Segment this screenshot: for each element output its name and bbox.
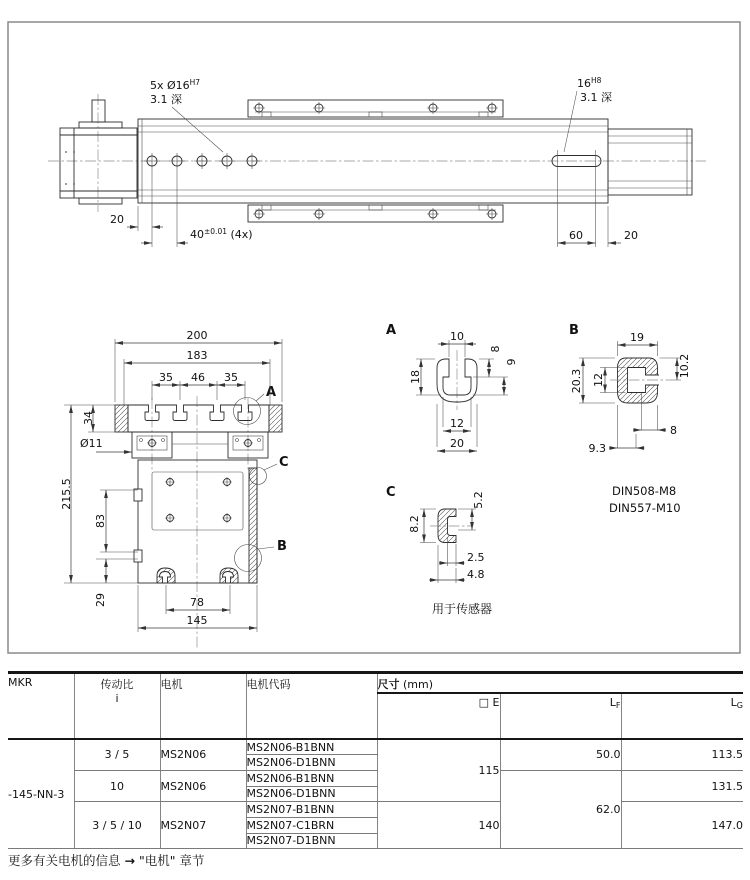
lf-value-cell: 62.0 — [500, 770, 621, 848]
motor-code-cell: MS2N06-D1BNN — [246, 786, 377, 802]
dim-width-outer: 200 — [186, 329, 208, 342]
dim-right-offset: 20 — [624, 229, 638, 242]
dim-bottom-height: 29 — [94, 593, 107, 607]
ratio-cell: 3 / 5 — [74, 739, 160, 770]
marker-a-label: A — [266, 385, 277, 400]
motor-block — [60, 100, 137, 204]
motor-code-cell: MS2N06-D1BNN — [246, 755, 377, 771]
detail-c-caption: 用于传感器 — [432, 602, 493, 616]
detail-b-dim-bottom-left: 9.3 — [588, 442, 606, 455]
detail-a-dim-depth2: 9 — [505, 358, 518, 366]
detail-a-drawing — [386, 323, 518, 451]
top-view-dimensions — [110, 76, 638, 247]
detail-a-dim-opening: 10 — [450, 330, 464, 343]
dim-slot-length: 60 — [569, 229, 583, 242]
col-header-lf: $L_F$ — [500, 693, 621, 739]
mkr-value-cell: -145-NN-3 — [8, 739, 74, 849]
lg-value-cell: 113.5 — [621, 739, 743, 770]
motor-code-cell: MS2N06-B1BNN — [246, 770, 377, 786]
mount-hole — [169, 153, 185, 169]
din-note-line2: DIN557-M10 — [609, 501, 681, 515]
mount-hole — [144, 153, 160, 169]
detail-b-dim-height: 20.3 — [570, 368, 583, 394]
e-value-cell: 140 — [377, 802, 500, 849]
dim-body-width: 145 — [186, 614, 208, 627]
hole-note: 5x $Ø16^{H7}$ — [150, 78, 201, 92]
motor-code-cell: MS2N07-C1BRN — [246, 817, 377, 833]
detail-c-label: C — [386, 485, 396, 500]
detail-c-dim-width: 4.8 — [467, 568, 485, 581]
marker-c-label: C — [279, 455, 289, 470]
footer-text: 更多有关电机的信息 — [8, 853, 121, 868]
detail-b-drawing — [569, 323, 691, 455]
dim-bore: Ø11 — [80, 437, 103, 450]
table-row — [8, 739, 743, 755]
dim-side-height: 83 — [94, 514, 107, 528]
col-header-lg: $L_G$ — [621, 693, 743, 739]
e-value-cell: 115 — [377, 739, 500, 802]
col-header-mkr: MKR — [8, 673, 74, 740]
detail-c-dim-right: 5.2 — [472, 491, 485, 509]
top-view-drawing — [48, 76, 706, 247]
motor-cell: MS2N06 — [160, 739, 246, 770]
col-header-motor-code: 电机代码 — [246, 673, 377, 740]
dim-slot-pitch-left: 35 — [159, 371, 173, 384]
right-arrow-icon: → — [124, 853, 135, 868]
col-header-ratio: 传动比 i — [74, 673, 160, 740]
mount-hole — [219, 153, 235, 169]
end-block — [608, 129, 692, 195]
ratio-cell: 3 / 5 / 10 — [74, 802, 160, 849]
motor-code-cell: MS2N06-B1BNN — [246, 739, 377, 755]
dim-slot-pitch-center: 46 — [191, 371, 205, 384]
footer-note — [8, 851, 204, 869]
lf-value-cell: 50.0 — [500, 739, 621, 770]
lg-value-cell: 147.0 — [621, 802, 743, 849]
runner-blocks — [132, 432, 268, 458]
frame-body-section — [134, 460, 257, 583]
mount-hole — [194, 153, 210, 169]
dim-total-height: 215.5 — [60, 478, 73, 510]
detail-a-dim-inner-width: 12 — [450, 417, 464, 430]
detail-a-dim-outer-width: 20 — [450, 437, 464, 450]
dim-plate-height: 34 — [82, 411, 95, 425]
lg-value-cell: 131.5 — [621, 770, 743, 801]
motor-spec-table — [8, 671, 743, 849]
detail-b-dim-bottom-right: 8 — [670, 424, 677, 437]
table-row — [8, 770, 743, 786]
detail-c-dim-throat: 2.5 — [467, 551, 485, 564]
detail-b-dim-inner: 12 — [592, 373, 605, 387]
dim-width-inner: 183 — [186, 349, 208, 362]
detail-b-dim-right: 10.2 — [678, 353, 691, 379]
detail-c-dim-height: 8.2 — [408, 515, 421, 533]
cross-section-drawing — [60, 329, 289, 648]
dim-bottom-slot-pitch: 78 — [190, 596, 204, 609]
slot-note: $16^{H8}$ — [577, 76, 602, 90]
motor-code-cell: MS2N07-D1BNN — [246, 833, 377, 849]
col-header-motor: 电机 — [160, 673, 246, 740]
motor-code-cell: MS2N07-B1BNN — [246, 802, 377, 818]
motor-cell: MS2N06 — [160, 770, 246, 801]
detail-ring-b — [235, 545, 262, 572]
ratio-cell: 10 — [74, 770, 160, 801]
hole-note-depth: 3.1 深 — [150, 93, 182, 106]
dim-left-offset: 20 — [110, 213, 124, 226]
din-note-line1: DIN508-M8 — [612, 484, 677, 498]
dim-hole-pitch: $40^{\pm 0.01}$ (4x) — [190, 227, 253, 241]
col-header-e: □ E — [377, 693, 500, 739]
detail-b-label: B — [569, 323, 579, 338]
detail-a-dim-depth1: 8 — [489, 345, 502, 353]
mount-hole — [244, 153, 260, 169]
marker-b-label: B — [277, 539, 287, 554]
detail-b-dim-width: 19 — [630, 331, 644, 344]
slot-note-depth: 3.1 深 — [580, 91, 612, 104]
detail-c-drawing — [386, 485, 492, 616]
motor-cell: MS2N07 — [160, 802, 246, 849]
col-header-dimensions: 尺寸 (mm) — [377, 673, 743, 694]
table-row — [8, 802, 743, 818]
footer-chapter: "电机" 章节 — [138, 853, 205, 868]
dim-slot-pitch-right: 35 — [224, 371, 238, 384]
detail-a-label: A — [386, 323, 397, 338]
detail-a-dim-height: 18 — [409, 370, 422, 384]
